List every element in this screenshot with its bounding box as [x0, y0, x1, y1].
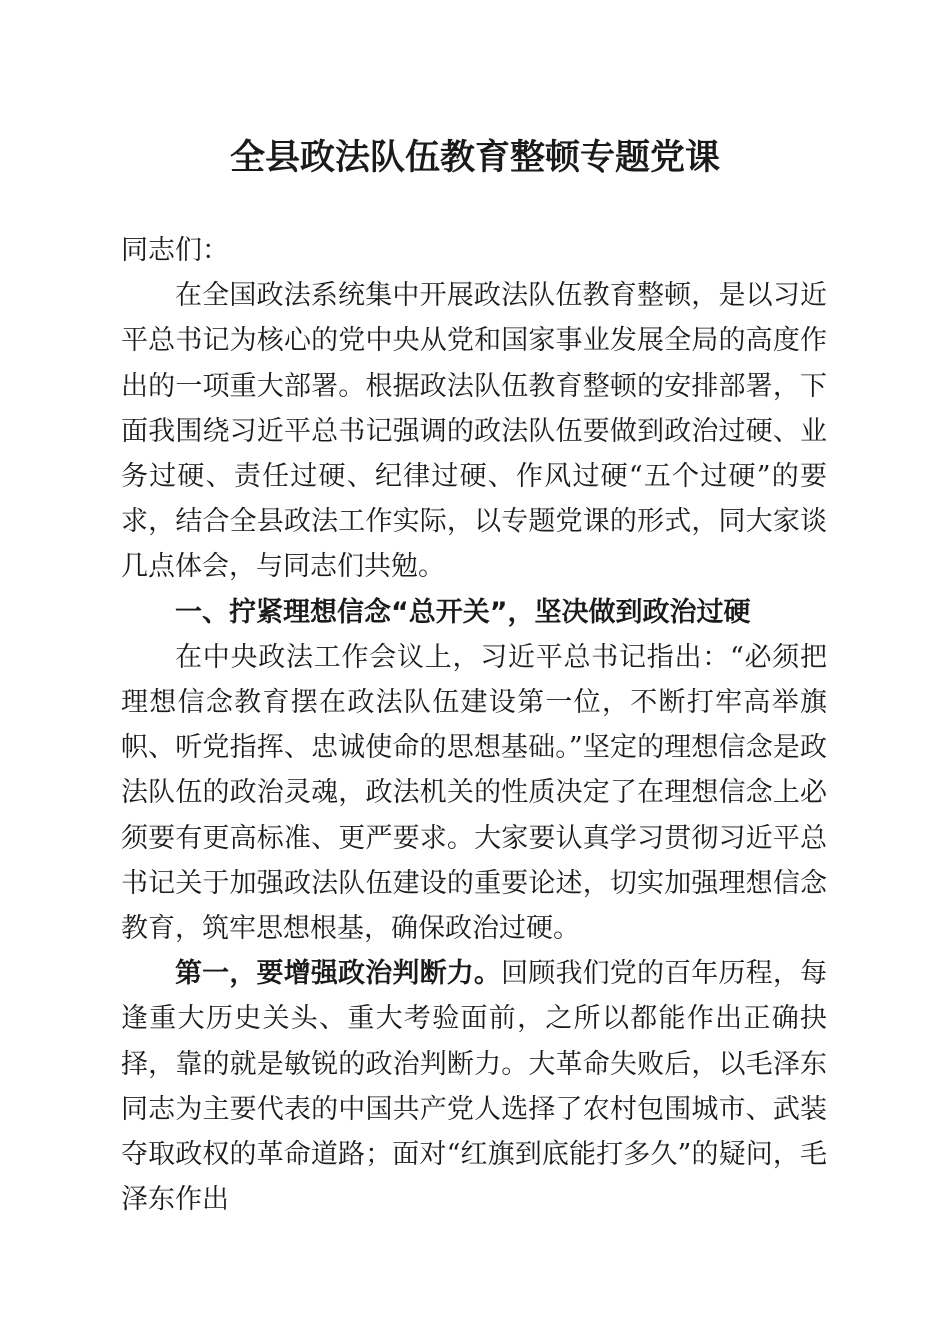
section-1-paragraph: 在中央政法工作会议上，习近平总书记指出：“必须把理想信念教育摆在政法队伍建设第一位，不断打牢高举旗帜、听党指挥、忠诚使命的思想基础。”坚定的理想信念是政法队伍的政治灵魂，政法机关的性质决定了在理想信念上必须要有更高标准、更严要求。大家要认真学习贯彻习近平总书记关于加强政法队伍建设的重要论述，切实加强理想信念教育，筑牢思想根基，确保政治过硬。	[121, 641, 827, 945]
salutation: 同志们：	[121, 235, 229, 266]
document-body	[121, 228, 827, 1222]
point-1-text: 回顾我们党的百年历程，每逢重大历史关头、重大考验面前，之所以都能作出正确抉择，靠的就是敏锐的政治判断力。大革命失败后，以毛泽东同志为主要代表的中国共产党人选择了农村包围城市、武装夺取政权的革命道路；面对“红旗到底能打多久”的疑问，毛泽东作出	[121, 958, 828, 1216]
section-heading-1: 一、拧紧理想信念“总开关”，坚决做到政治过硬	[175, 596, 751, 628]
intro-paragraph: 在全国政法系统集中开展政法队伍教育整顿，是以习近平总书记为核心的党中央从党和国家事业发展全局的高度作出的一项重大部署。根据政法队伍教育整顿的安排部署，下面我围绕习近平总书记强调的政法队伍要做到政治过硬、业务过硬、责任过硬、纪律过硬、作风过硬“五个过硬”的要求，结合全县政法工作实际，以专题党课的形式，同大家谈几点体会，与同志们共勉。	[121, 280, 827, 583]
document-title: 全县政法队伍教育整顿专题党课	[229, 137, 720, 178]
point-1-lead: 第一，要增强政治判断力。	[175, 958, 502, 990]
point-1-paragraph	[121, 951, 827, 1222]
